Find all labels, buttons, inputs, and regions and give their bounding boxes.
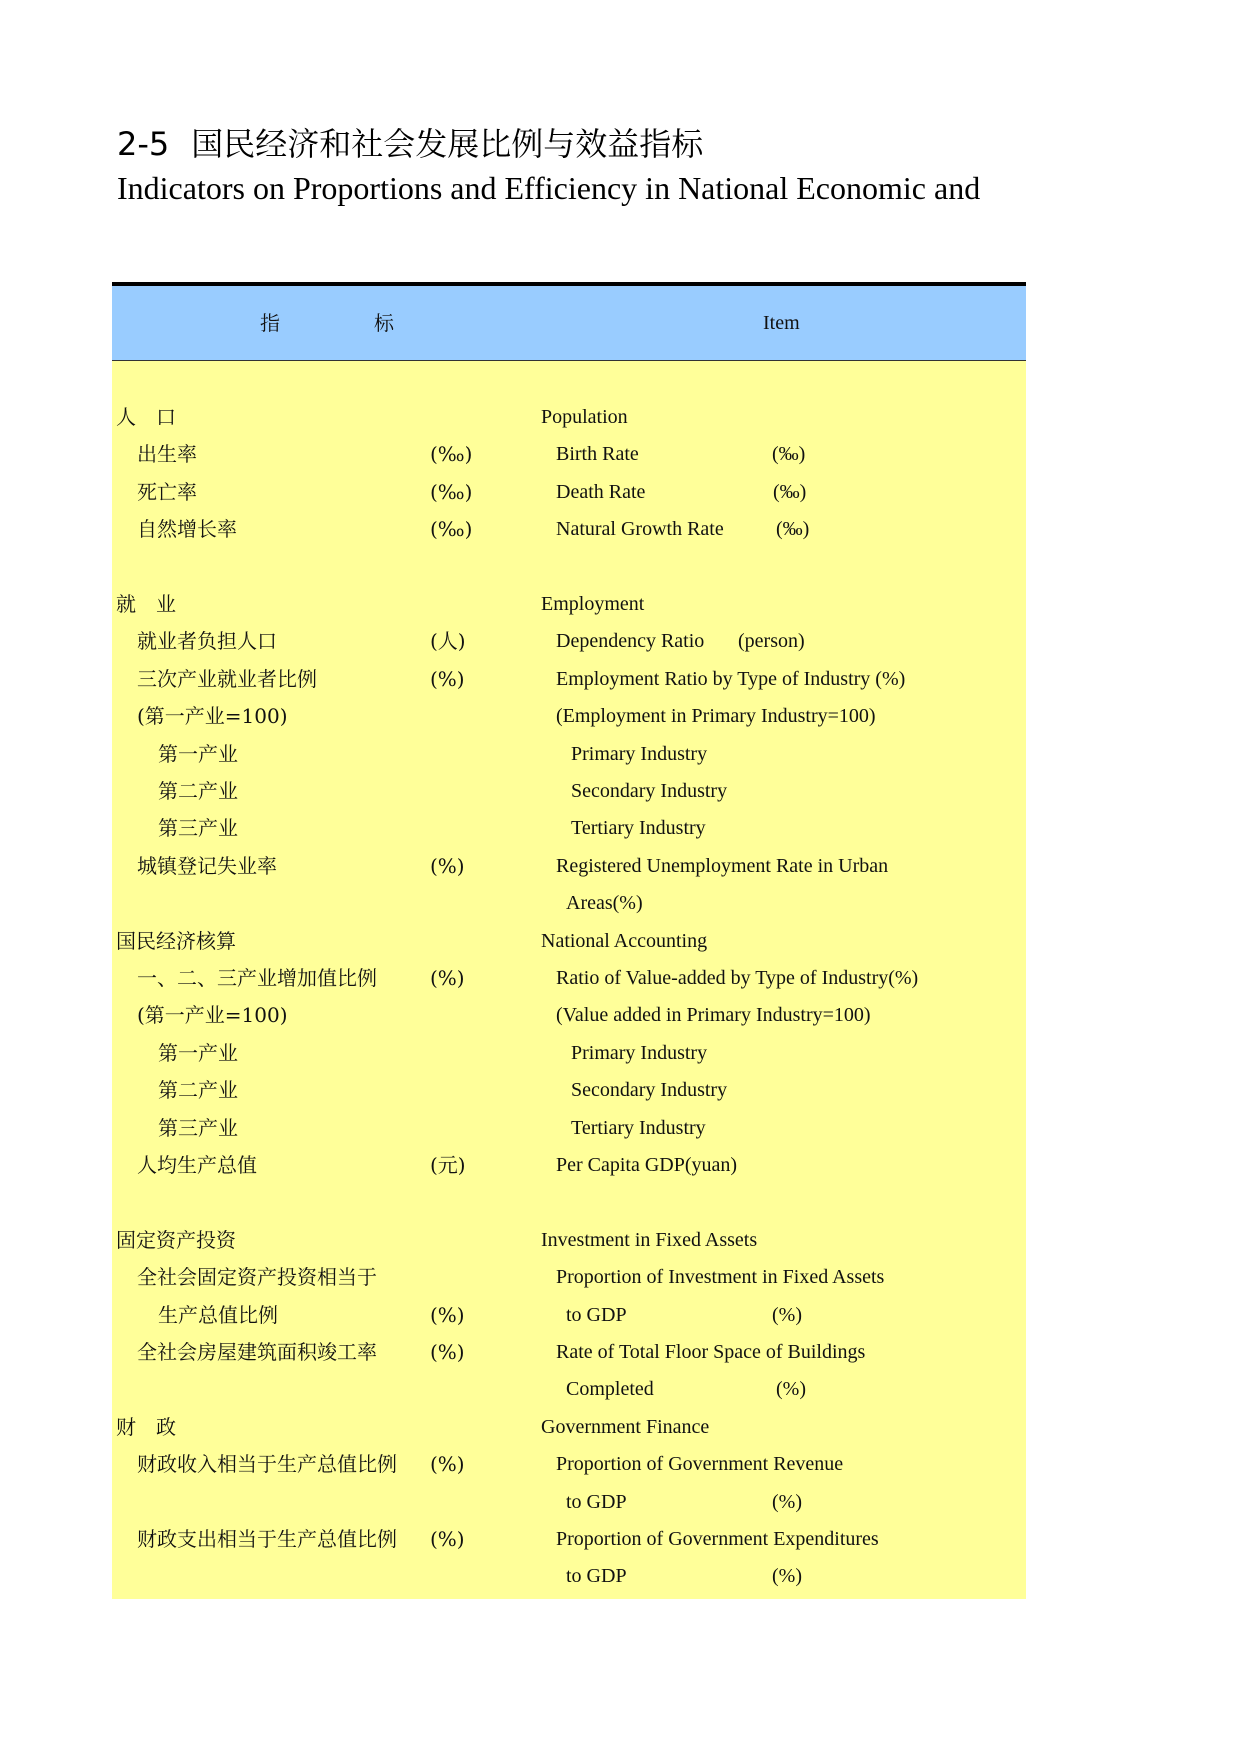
row-label-en: Birth Rate <box>556 443 639 466</box>
row-label-en: Primary Industry <box>571 742 708 765</box>
header-cn-second-char: 标 <box>374 311 394 335</box>
row-label-en: Primary Industry <box>571 1041 708 1064</box>
table-row <box>112 697 1026 735</box>
table-row <box>112 1408 1026 1446</box>
row-label-en: to GDP <box>566 1490 627 1513</box>
row-label-cn: 财 政 <box>116 1414 176 1439</box>
row-label-en: Proportion of Government Revenue <box>556 1453 844 1476</box>
row-label-cn: 一、二、三产业增加值比例 <box>137 966 377 990</box>
table-number: 2-5 <box>117 125 170 163</box>
row-label-cn: 生产总值比例 <box>158 1302 278 1327</box>
row-unit-en: (%) <box>776 1378 806 1401</box>
row-label-cn: (第一产业=100) <box>137 1003 288 1028</box>
row-label-en: Employment Ratio by Type of Industry (%) <box>556 667 906 690</box>
table-row <box>112 660 1026 698</box>
row-unit-en: (%) <box>772 1490 802 1513</box>
row-label-en: Secondary Industry <box>571 780 728 802</box>
row-label-en: Registered Unemployment Rate in Urban <box>556 854 889 877</box>
row-label-en: Tertiary Industry <box>571 1116 706 1139</box>
row-label-en: to GDP <box>566 1303 627 1326</box>
table-row <box>112 922 1026 960</box>
header-cn-first-char: 指 <box>260 311 280 335</box>
row-unit-en: (‰) <box>772 443 806 466</box>
row-unit-en: (person) <box>738 630 805 653</box>
row-unit-cn: (%) <box>430 1527 465 1551</box>
table-title-chinese <box>117 124 703 164</box>
table-row <box>112 884 1026 922</box>
table-row <box>112 996 1026 1034</box>
table-row <box>112 510 1026 548</box>
table-row <box>112 1370 1026 1408</box>
table-row <box>112 1520 1026 1558</box>
row-unit-en: (‰) <box>776 518 810 541</box>
row-label-cn: 第二产业 <box>158 779 238 803</box>
table-row <box>112 959 1026 997</box>
row-unit-cn: (元) <box>430 1153 466 1177</box>
row-label-en: Areas(%) <box>566 892 643 915</box>
row-label-cn: 出生率 <box>137 442 197 467</box>
row-unit-cn: (%) <box>430 666 465 691</box>
row-label-en: Rate of Total Floor Space of Buildings <box>556 1341 866 1363</box>
row-label-cn: 城镇登记失业率 <box>137 853 277 878</box>
row-label-en: National Accounting <box>541 929 708 952</box>
row-label-en: (Employment in Primary Industry=100) <box>556 705 876 728</box>
row-label-en: Employment <box>541 593 645 615</box>
table-row <box>112 1557 1026 1595</box>
table-row <box>112 1333 1026 1371</box>
row-label-cn: 人均生产总值 <box>137 1153 257 1177</box>
row-label-cn: 国民经济核算 <box>116 928 236 953</box>
row-label-en: Per Capita GDP(yuan) <box>556 1154 738 1176</box>
row-label-en: Natural Growth Rate <box>556 518 724 541</box>
row-unit-cn: (‰) <box>430 442 473 467</box>
row-unit-cn: (%) <box>430 1452 465 1477</box>
table-row <box>112 809 1026 847</box>
table-row <box>112 585 1026 623</box>
table-row <box>112 1034 1026 1072</box>
table-row <box>112 772 1026 810</box>
table-row <box>112 735 1026 773</box>
row-unit-cn: (人) <box>430 629 466 654</box>
row-label-cn: 第二产业 <box>158 1078 238 1103</box>
table-row <box>112 1296 1026 1334</box>
table-row <box>112 1146 1026 1184</box>
row-label-en: Proportion of Investment in Fixed Assets <box>556 1266 885 1289</box>
row-unit-cn: (‰) <box>430 479 473 504</box>
table-title-cn-text: 国民经济和社会发展比例与效益指标 <box>191 125 704 163</box>
table-row <box>112 1445 1026 1483</box>
row-label-en: Population <box>541 406 628 428</box>
table-header <box>112 286 1026 361</box>
table-row <box>112 847 1026 885</box>
row-label-en: Proportion of Government Expenditures <box>556 1528 879 1550</box>
table-row <box>112 398 1026 436</box>
table-row <box>112 435 1026 473</box>
table-row <box>112 548 1026 586</box>
row-unit-en: (‰) <box>773 480 807 503</box>
row-label-cn: 第三产业 <box>158 1115 238 1140</box>
row-label-cn: 就业者负担人口 <box>137 629 277 654</box>
row-unit-cn: (‰) <box>430 517 473 542</box>
row-label-cn: 全社会房屋建筑面积竣工率 <box>137 1340 377 1364</box>
row-label-en: Tertiary Industry <box>571 817 706 840</box>
table-row <box>112 1258 1026 1296</box>
row-label-cn: 第一产业 <box>158 1040 238 1065</box>
table-title-english: Indicators on Proportions and Efficiency in National Economic and <box>117 170 981 206</box>
table-row <box>112 1183 1026 1221</box>
row-label-cn: 第一产业 <box>158 741 238 766</box>
row-unit-cn: (%) <box>430 966 465 990</box>
row-unit-en: (%) <box>772 1565 802 1588</box>
table-row <box>112 1109 1026 1147</box>
row-label-en: to GDP <box>566 1565 627 1588</box>
row-label-en: Ratio of Value-added by Type of Industry(%) <box>556 967 919 989</box>
row-label-cn: 财政支出相当于生产总值比例 <box>137 1527 397 1551</box>
row-label-cn: 自然增长率 <box>137 517 237 542</box>
row-label-en: Death Rate <box>556 480 646 503</box>
row-unit-en: (%) <box>772 1303 802 1326</box>
row-label-en: Government Finance <box>541 1415 710 1438</box>
row-label-en: Completed <box>566 1378 654 1401</box>
table-row <box>112 1483 1026 1521</box>
indicator-table <box>112 282 1026 1599</box>
row-label-en: (Value added in Primary Industry=100) <box>556 1004 871 1027</box>
row-label-cn: 固定资产投资 <box>116 1227 236 1252</box>
row-label-cn: 死亡率 <box>137 479 197 504</box>
table-row <box>112 473 1026 511</box>
row-label-cn: (第一产业=100) <box>137 704 288 729</box>
row-label-cn: 三次产业就业者比例 <box>137 666 317 691</box>
row-label-en: Secondary Industry <box>571 1079 728 1102</box>
row-label-cn: 第三产业 <box>158 816 238 841</box>
row-label-en: Investment in Fixed Assets <box>541 1228 758 1251</box>
row-label-cn: 就 业 <box>116 592 176 616</box>
row-label-en: Dependency Ratio <box>556 630 705 653</box>
header-item: Item <box>763 312 800 334</box>
row-label-cn: 全社会固定资产投资相当于 <box>137 1265 377 1290</box>
table-row <box>112 1071 1026 1109</box>
row-unit-cn: (%) <box>430 1302 465 1327</box>
row-unit-cn: (%) <box>430 1340 465 1364</box>
table-row <box>112 1221 1026 1259</box>
row-label-cn: 人 口 <box>116 405 176 429</box>
table-row <box>112 622 1026 660</box>
row-unit-cn: (%) <box>430 853 465 878</box>
row-label-cn: 财政收入相当于生产总值比例 <box>137 1452 397 1477</box>
